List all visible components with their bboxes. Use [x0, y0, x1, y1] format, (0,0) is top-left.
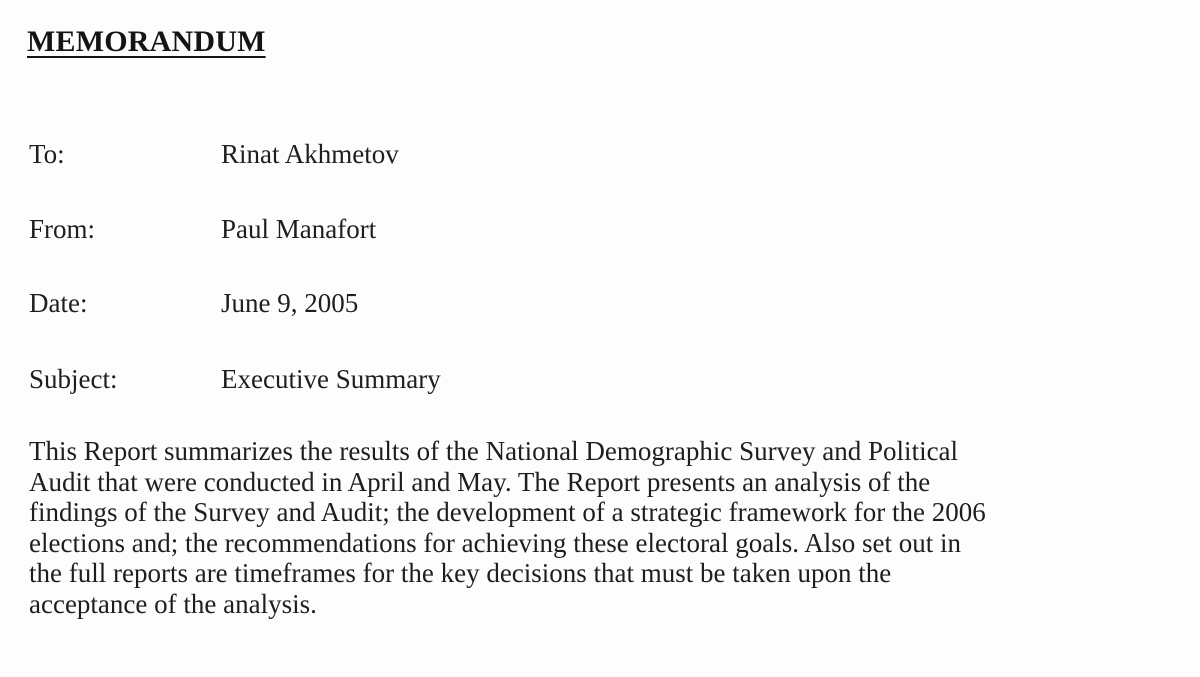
body-line: elections and; the recommendations for achieving these electoral goals. Also set out in [29, 527, 961, 558]
body-line: This Report summarizes the results of the National Demographic Survey and Political [29, 436, 959, 466]
date-label: Date: [29, 288, 88, 318]
subject-label: Subject: [29, 364, 118, 394]
from-label: From: [29, 214, 96, 244]
to-value: Rinat Akhmetov [221, 139, 399, 169]
memo-body [29, 436, 1179, 619]
from-value: Paul Manafort [221, 214, 377, 244]
date-value: June 9, 2005 [221, 288, 359, 318]
subject-value: Executive Summary [221, 364, 441, 394]
body-line: the full reports are timeframes for the key decisions that must be taken upon the [29, 558, 892, 588]
body-line: Audit that were conducted in April and May. The Report presents an analysis of the [29, 466, 931, 497]
to-label: To: [29, 139, 65, 169]
body-line: findings of the Survey and Audit; the development of a strategic framework for the 2006 [29, 497, 986, 527]
body-line: acceptance of the analysis. [29, 588, 317, 619]
memo-title: MEMORANDUM [27, 25, 266, 58]
